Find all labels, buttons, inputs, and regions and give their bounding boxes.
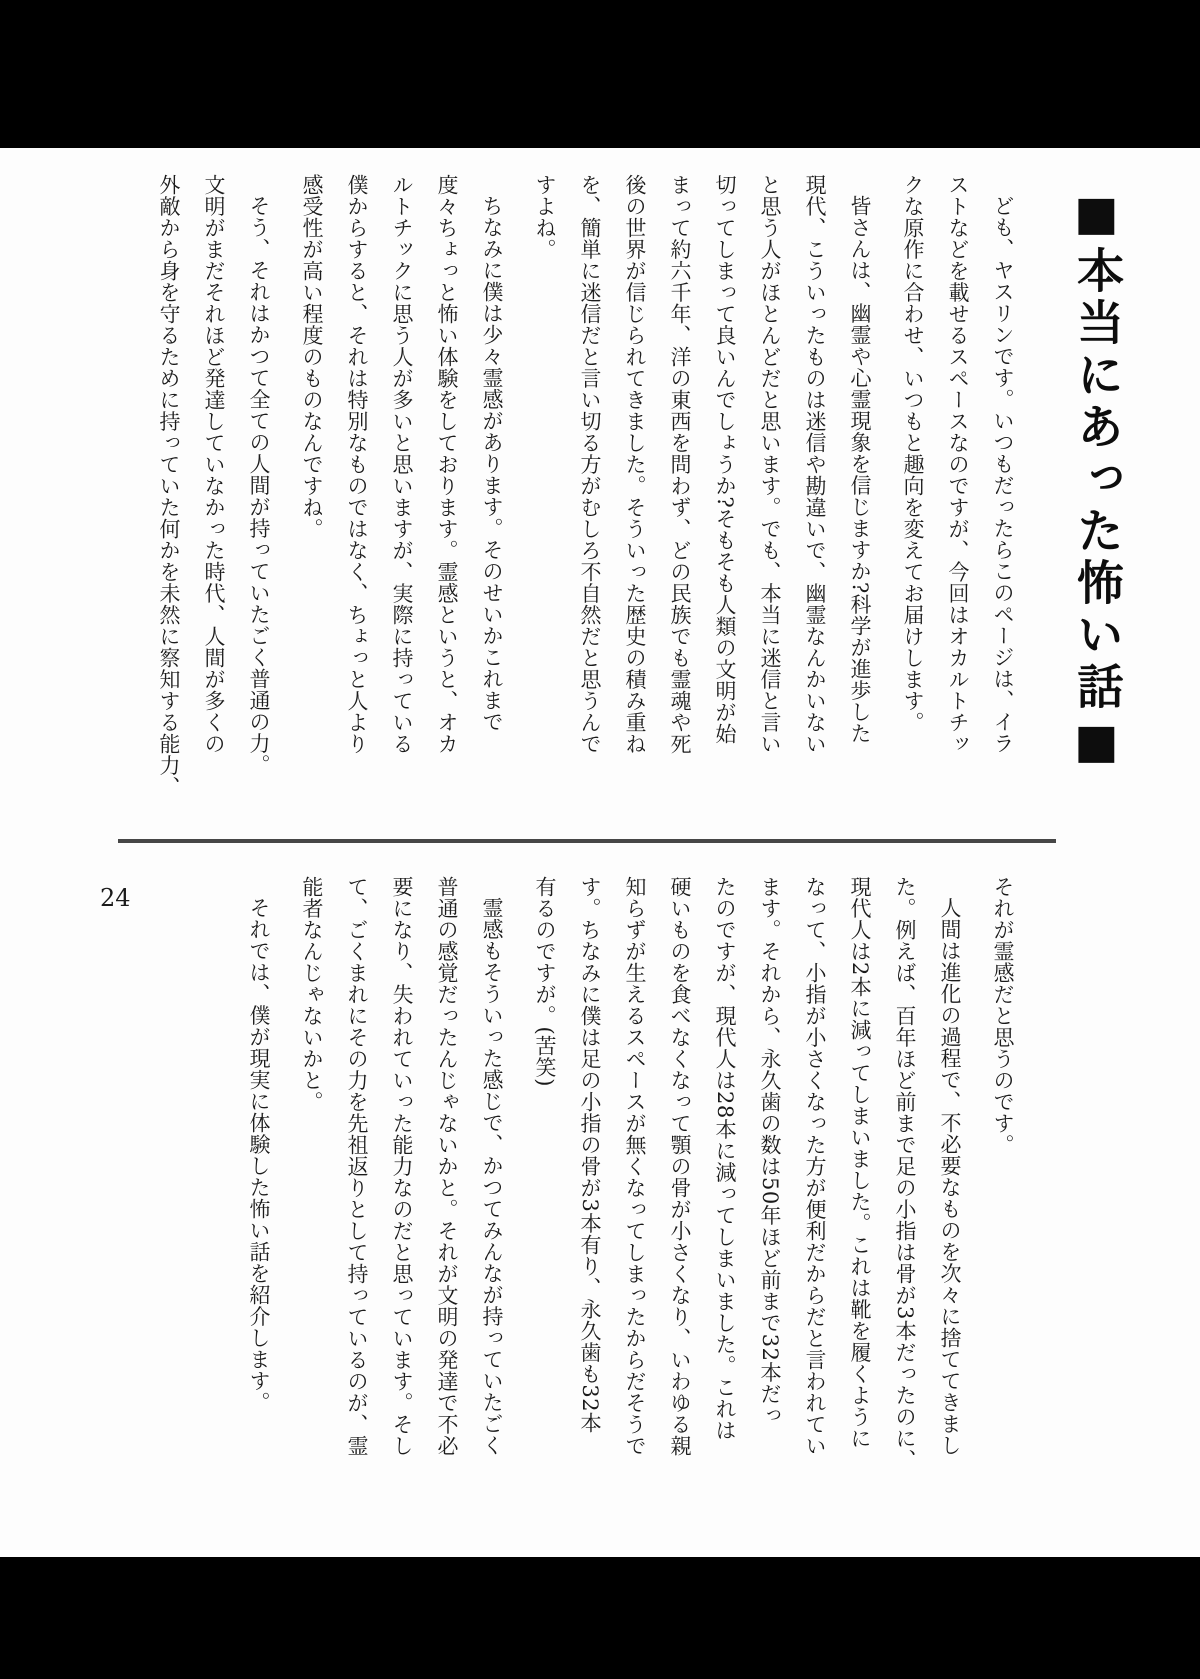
top-text-block (146, 174, 1025, 798)
page-number: 24 (100, 884, 131, 912)
text-column: 人間は進化の過程で、不必要なものを次々に捨ててきまし (938, 897, 962, 1456)
text-column: なって、小指が小さくなった方が便利だからだと言われてい (803, 876, 827, 1457)
text-column: 知らずが生えるスペースが無くなってしまったからだそうで (623, 876, 647, 1457)
text-column: それでは、僕が現実に体験した怖い話を紹介します。 (247, 897, 271, 1413)
text-column: 外敵から身を守るために持っていた何かを未然に察知する能力、 (157, 174, 181, 798)
text-column: 文明がまだそれほど発達していなかった時代、人間が多くの (202, 174, 226, 755)
text-column: 普通の感覚だったんじゃないかと。それが文明の発達で不必 (435, 876, 459, 1457)
text-column: ちなみに僕は少々霊感があります。そのせいかこれまで (480, 195, 504, 733)
text-column: 能者なんじゃないかと。 (300, 876, 324, 1113)
text-column: 皆さんは、幽霊や心霊現象を信じますか?科学が進歩した (848, 195, 872, 745)
text-column: 霊感もそういった感じで、かつてみんなが持っていたごく (480, 897, 504, 1456)
text-column: 後の世界が信じられてきました。そういった歴史の積み重ね (623, 174, 647, 755)
text-column: 硬いものを食べなくなって顎の骨が小さくなり、いわゆる親 (668, 876, 692, 1457)
text-column: 感受性が高い程度のものなんですね。 (300, 174, 324, 540)
text-column: それが霊感だと思うのです。 (991, 876, 1015, 1156)
text-column: ども、ヤスリンです。いつもだったらこのページは、イラ (991, 195, 1015, 754)
text-column: 有るのですが。(苦笑) (533, 876, 557, 1087)
text-column: ルトチックに思う人が多いと思いますが、実際に持っている (390, 174, 414, 755)
section-divider (118, 839, 1056, 843)
text-column: て、ごくまれにその力を先祖返りとして持っているのが、霊 (345, 876, 369, 1457)
bottom-text-block (236, 876, 1025, 1470)
document-page (0, 148, 1200, 1557)
text-column: と思う人がほとんどだと思います。でも、本当に迷信と言い (758, 174, 782, 755)
text-column: 僕からすると、それは特別なものではなく、ちょっと人より (345, 174, 369, 755)
text-column: 要になり、失われていった能力なのだと思っています。そし (390, 876, 414, 1457)
text-column: すよね。 (533, 174, 557, 260)
text-column: たのですが、現代人は28本に減ってしまいました。これは (713, 876, 737, 1442)
text-column: クな原作に合わせ、いつもと趣向を変えてお届けします。 (901, 174, 925, 733)
text-column: 現代、こういったものは迷信や勘違いで、幽霊なんかいない (803, 174, 827, 755)
text-column: た。例えば、百年ほど前まで足の小指は骨が3本だったのに、 (893, 876, 917, 1471)
text-column: ます。それから、永久歯の数は50年ほど前まで32本だっ (758, 876, 782, 1426)
text-column: まって約六千年、洋の東西を問わず、どの民族でも霊魂や死 (668, 174, 692, 755)
text-column: す。ちなみに僕は足の小指の骨が3本有り、永久歯も32本 (578, 876, 602, 1434)
page-title: ■本当にあった怖い話■ (1069, 186, 1124, 774)
text-column: を、簡単に迷信だと言い切る方がむしろ不自然だと思うんで (578, 174, 602, 755)
text-column: そう、それはかつて全ての人間が持っていたごく普通の力。 (247, 195, 271, 776)
text-column: 現代人は2本に減ってしまいました。これは靴を履くように (848, 876, 872, 1449)
text-column: 度々ちょっと怖い体験をしております。霊感というと、オカ (435, 174, 459, 755)
text-column: ストなどを載せるスペースなのですが、今回はオカルトチッ (946, 174, 970, 755)
text-column: 切ってしまって良いんでしょうか?そもそも人類の文明が始 (713, 174, 737, 745)
